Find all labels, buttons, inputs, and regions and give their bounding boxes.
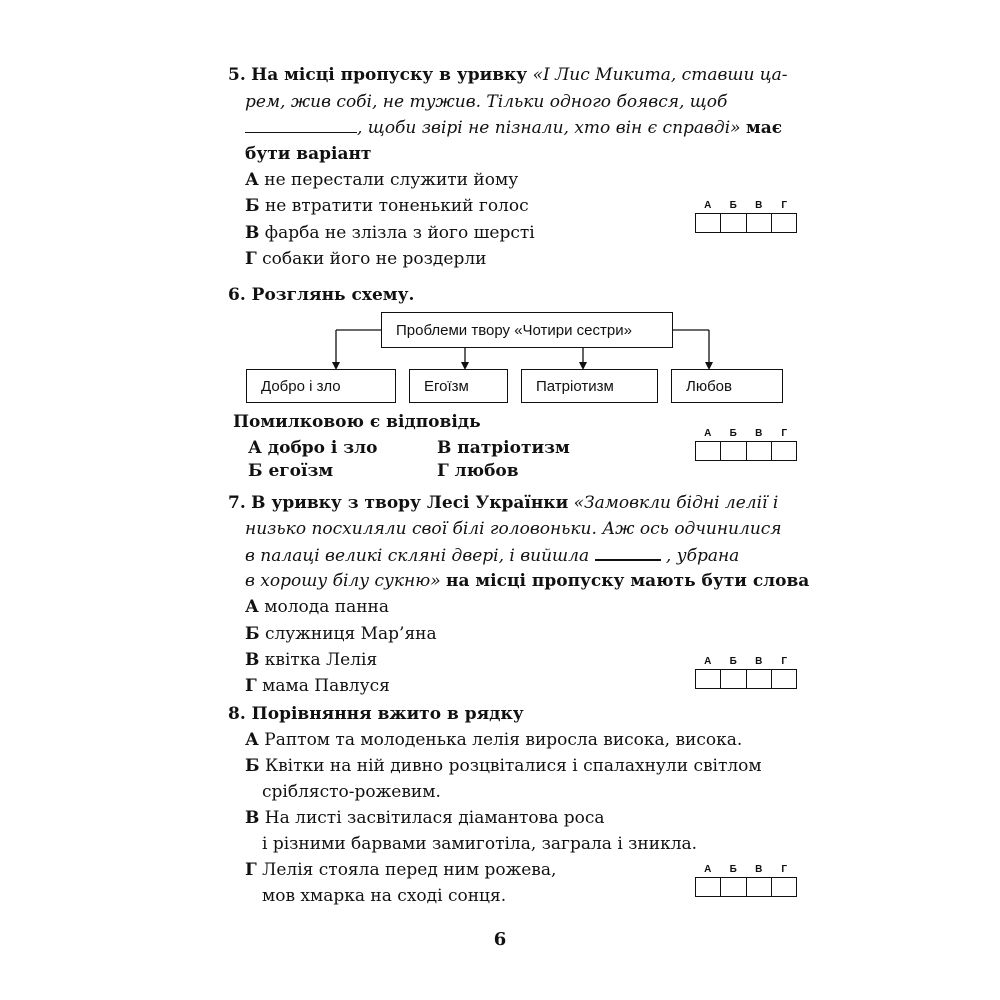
answer-cell-a[interactable] <box>696 442 721 460</box>
q6-option-letter: Г <box>437 461 449 481</box>
answer-grid-label: В <box>755 656 763 667</box>
q7-option-text: молода панна <box>264 597 390 617</box>
q7-quote-line-4: в хорошу білу сукню» <box>245 571 441 591</box>
q7-option-letter: Г <box>245 676 257 696</box>
q5-quote-line-3: , щоби звірі не пізнали, хто він є справді» <box>357 118 741 138</box>
q8-option-g <box>245 859 556 881</box>
q8-option-b <box>245 755 762 777</box>
answer-grid-label: В <box>755 200 763 211</box>
answer-cell-v[interactable] <box>747 878 772 896</box>
q5-option-text: не перестали служити йому <box>264 170 519 190</box>
q7-stem-cont: на місці пропуску мають бути слова <box>446 571 810 591</box>
q7-option-text: квітка Лелія <box>264 650 378 670</box>
answer-grid-label: В <box>755 864 763 875</box>
answer-grid-label: Б <box>729 864 737 875</box>
q5-stem-cont: має <box>745 118 783 138</box>
q6-option-b <box>248 460 333 482</box>
answer-grid-label: А <box>704 200 712 211</box>
q7-blank <box>595 544 661 561</box>
answer-cell-b[interactable] <box>721 442 746 460</box>
q6-option-text: добро і зло <box>267 438 378 458</box>
q5-quote-line-2: рем, жив собі, не тужив. Тільки одного боявся, щоб <box>245 92 728 112</box>
q7-quote-line-2: низько посхиляли свої білі головоньки. Аж ось одчинилися <box>245 519 782 539</box>
q5-option-text: не втратити тоненький голос <box>264 196 529 216</box>
q6-option-letter: А <box>248 438 262 458</box>
q6-option-v <box>437 437 570 459</box>
q8-option-letter: В <box>245 808 260 828</box>
q7-option-a <box>245 596 389 618</box>
q7-option-letter: Б <box>245 624 260 644</box>
q7-stem: В уривку з твору Лесі Українки <box>251 493 569 513</box>
q8-stem: Порівняння вжито в рядку <box>251 704 524 724</box>
q6-option-a <box>248 437 377 459</box>
q8-option-v-line-2: і різними барвами замиготіла, заграла і зникла. <box>262 834 698 854</box>
answer-cell-b[interactable] <box>721 878 746 896</box>
q8-option-text: Квітки на ній дивно розцвіталися і спалахнули світлом <box>264 756 762 776</box>
q6-option-text: патріотизм <box>457 438 570 458</box>
page-number: 6 <box>493 929 507 950</box>
q6-option-g <box>437 460 519 482</box>
answer-grid-label: В <box>755 428 763 439</box>
answer-cell-v[interactable] <box>747 442 772 460</box>
q7-line-1 <box>228 492 778 514</box>
answer-grid-label: Г <box>781 864 788 875</box>
q6-option-letter: В <box>437 438 452 458</box>
diagram-root-box: Проблеми твору «Чотири сестри» <box>381 312 673 348</box>
q5-option-letter: Б <box>245 196 260 216</box>
q7-option-b <box>245 623 437 645</box>
q7-option-v <box>245 649 377 671</box>
q7-number: 7. <box>228 493 246 513</box>
diagram-box-love: Любов <box>671 369 783 403</box>
answer-cell-g[interactable] <box>772 878 796 896</box>
q7-line-3 <box>245 544 739 567</box>
q6-question: Помилковою є відповідь <box>233 412 481 432</box>
q8-option-a <box>245 729 742 751</box>
q7-quote: «Замовкли бідні лелії і <box>573 493 779 513</box>
answer-cell-v[interactable] <box>747 670 772 688</box>
q5-option-letter: Г <box>245 249 257 269</box>
answer-grid-label: Г <box>781 200 788 211</box>
answer-grid-label: Б <box>729 428 737 439</box>
q6-option-text: любов <box>454 461 519 481</box>
q8-option-v <box>245 807 605 829</box>
q7-answer-grid <box>695 655 797 689</box>
q8-option-b-line-2: сріблясто-рожевим. <box>262 782 441 802</box>
q7-option-letter: А <box>245 597 259 617</box>
answer-cell-b[interactable] <box>721 670 746 688</box>
diagram-box-patriotism: Патріотизм <box>521 369 658 403</box>
answer-grid-label: Б <box>729 656 737 667</box>
q8-option-letter: Г <box>245 860 257 880</box>
q6-option-text: егоїзм <box>268 461 334 481</box>
q8-option-letter: Б <box>245 756 260 776</box>
q8-answer-grid <box>695 863 797 897</box>
diagram-box-egoism: Егоїзм <box>409 369 508 403</box>
q5-quote: «І Лис Микита, ставши ца- <box>532 65 788 85</box>
q5-option-text: собаки його не роздерли <box>262 249 487 269</box>
answer-cell-a[interactable] <box>696 670 721 688</box>
q5-stem-end: бути варіант <box>245 144 372 164</box>
answer-cell-g[interactable] <box>772 670 796 688</box>
q8-option-text: На листі засвітилася діамантова роса <box>264 808 605 828</box>
q7-option-g <box>245 675 390 697</box>
q6-option-letter: Б <box>248 461 263 481</box>
answer-cell-g[interactable] <box>772 442 796 460</box>
answer-grid-label: Г <box>781 428 788 439</box>
q7-quote-line-3b: , убрана <box>665 546 740 566</box>
q5-option-text: фарба не злізла з його шерсті <box>264 223 535 243</box>
q7-quote-line-3a: в палаці великі скляні двері, і вийшла <box>245 546 590 566</box>
q7-option-text: мама Павлуся <box>262 676 390 696</box>
q6-answer-grid <box>695 427 797 461</box>
answer-grid-label: Г <box>781 656 788 667</box>
answer-grid-label: А <box>704 428 712 439</box>
q5-option-letter: А <box>245 170 259 190</box>
answer-cell-a[interactable] <box>696 878 721 896</box>
q8-option-text: Раптом та молоденька лелія виросла висока, висока. <box>264 730 743 750</box>
answer-grid-label: А <box>704 656 712 667</box>
q6-number: 6. <box>228 285 246 305</box>
q7-line-4 <box>245 570 809 592</box>
q7-option-letter: В <box>245 650 260 670</box>
answer-grid-label: Б <box>729 200 737 211</box>
answer-grid-label: А <box>704 864 712 875</box>
q5-option-letter: В <box>245 223 260 243</box>
q6-stem: Розглянь схему. <box>251 285 415 305</box>
diagram-box-good-evil: Добро і зло <box>246 369 396 403</box>
q8-option-text: Лелія стояла перед ним рожева, <box>262 860 557 880</box>
q7-option-text: служниця Мар’яна <box>264 624 437 644</box>
q8-option-letter: А <box>245 730 259 750</box>
q5-stem: На місці пропуску в уривку <box>251 65 528 85</box>
q8-number: 8. <box>228 704 246 724</box>
q8-option-g-line-2: мов хмарка на сході сонця. <box>262 886 507 906</box>
q8-line-1 <box>228 703 524 725</box>
q5-number: 5. <box>228 65 246 85</box>
